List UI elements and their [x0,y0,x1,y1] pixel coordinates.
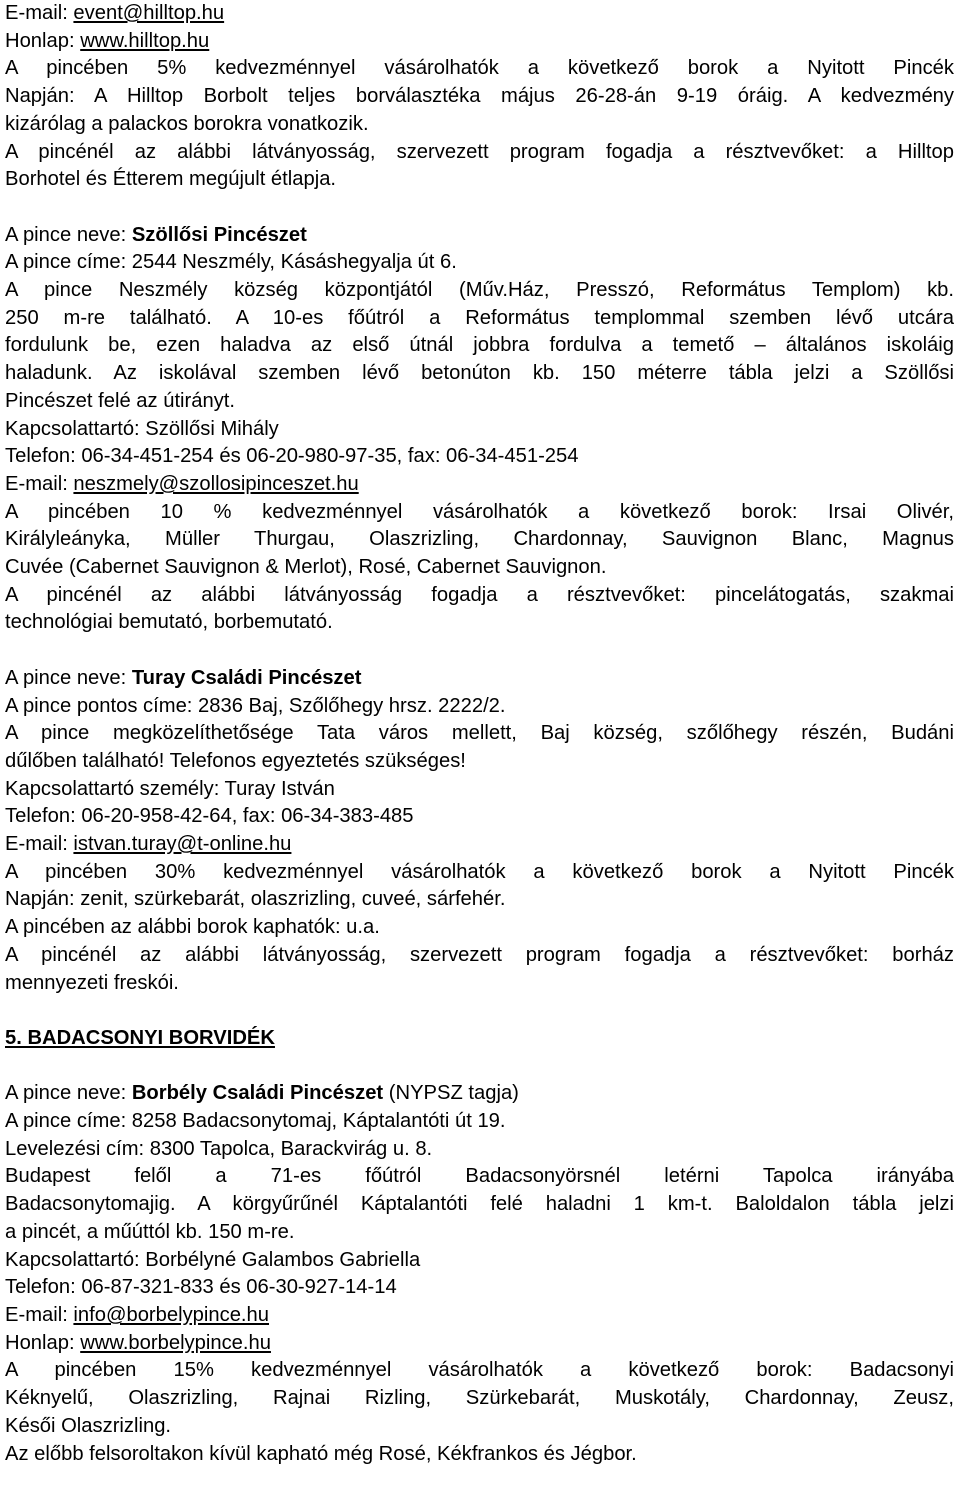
borbely-name: Borbély Családi Pincészet [131,1082,384,1105]
section-heading: 5. BADACSONYI BORVIDÉK [5,1026,275,1049]
borbely-phone: Telefon: 06-87-321-833 és 06-30-927-14-14 [5,1276,397,1299]
borbely-section [5,1080,954,1468]
turay-program-line-1: A pincénél az alábbi látványosság, szervezett program fogadja a résztvevőket: borház [5,943,954,966]
borbely-postal: Levelezési cím: 8300 Tapolca, Barackvirág u. 8. [5,1137,433,1160]
borbely-extra: Az előbb felsoroltakon kívül kapható még Rosé, Kékfrankos és Jégbor. [5,1442,637,1465]
turay-discount-line-1: A pincében 30% kedvezménnyel vásárolhatók a következő borok a Nyitott Pincék [5,860,954,883]
szollosi-discount-line-1: A pincében 10 % kedvezménnyel vásárolhatók a következő borok: Irsai Olivér, [5,500,954,523]
szollosi-name-line: A pince neve: Szöllősi Pincészet [5,223,307,246]
hilltop-program-line-1: A pincénél az alábbi látványosság, szervezett program fogadja a résztvevőket: a Hilltop [5,140,954,163]
borbely-directions-line-3: a pincét, a műúttól kb. 150 m-re. [5,1220,295,1243]
hilltop-email-link[interactable]: event@hilltop.hu [73,2,225,24]
szollosi-discount-line-3: Cuvée (Cabernet Sauvignon & Merlot), Rosé, Cabernet Sauvignon. [5,556,607,579]
szollosi-directions-line-4: haladunk. Az iskolával szemben lévő betonúton kb. 150 méterre tábla jelzi a Szöllősi [5,362,954,385]
szollosi-email-line: E-mail: neszmely@szollosipinceszet.hu [5,472,359,495]
borbely-web-link[interactable]: www.borbelypince.hu [80,1331,271,1354]
szollosi-section [5,222,954,638]
szollosi-program-line-1: A pincénél az alábbi látványosság fogadja a résztvevőket: pincelátogatás, szakmai [5,583,954,606]
hilltop-web-link[interactable]: www.hilltop.hu [80,29,210,52]
szollosi-directions-line-3: fordulunk be, ezen haladva az első útnál jobbra fordulva a temető – általános iskoláig [5,334,954,357]
borbely-name-line: A pince neve: Borbély Családi Pincészet (NYPSZ tagja) [5,1082,519,1105]
szollosi-email-link[interactable]: neszmely@szollosipinceszet.hu [73,472,359,495]
hilltop-discount-line-2: Napján: A Hilltop Borbolt teljes borválasztéka május 26-28-án 9-19 óráig. A kedvezmény [5,85,954,108]
szollosi-program-line-2: technológiai bemutató, borbemutató. [5,611,333,634]
szollosi-directions-line-2: 250 m-re található. A 10-es főútról a Református templommal szemben lévő utcára [5,306,954,329]
hilltop-email-line: E-mail: event@hilltop.hu [5,2,225,24]
spacer [5,194,954,222]
turay-discount-line-2: Napján: zenit, szürkebarát, olaszrizling, cuveé, sárfehér. [5,888,506,911]
borbely-directions-line-2: Badacsonytomajig. A körgyűrűnél Káptalantóti felé haladni 1 km-t. Baloldalon tábla jelzi [5,1193,954,1216]
szollosi-directions-line-1: A pince Neszmély község központjától (Műv.Ház, Presszó, Református Templom) kb. [5,279,954,302]
turay-contact: Kapcsolattartó személy: Turay István [5,777,335,800]
borbely-discount-line-2: Kéknyelű, Olaszrizling, Rajnai Rizling, Szürkebarát, Muskotály, Chardonnay, Zeusz, [5,1387,954,1410]
borbely-directions-line-1: Budapest felől a 71-es főútról Badacsonyörsnél letérni Tapolca irányába [5,1165,954,1188]
hilltop-web-line: Honlap: www.hilltop.hu [5,29,210,52]
hilltop-program-line-2: Borhotel és Étterem megújult étlapja. [5,168,337,191]
turay-email-link[interactable]: istvan.turay@t-online.hu [73,833,292,856]
spacer [5,637,954,665]
spacer [5,997,954,1025]
turay-address: A pince pontos címe: 2836 Baj, Szőlőhegy hrsz. 2222/2. [5,694,506,717]
hilltop-discount-line-3: kizárólag a palackos borokra vonatkozik. [5,112,369,135]
turay-phone: Telefon: 06-20-958-42-64, fax: 06-34-383-485 [5,805,414,828]
szollosi-directions-line-5: Pincészet felé az útirányt. [5,389,236,412]
borbely-email-link[interactable]: info@borbelypince.hu [73,1303,269,1326]
borbely-email-line: E-mail: info@borbelypince.hu [5,1303,269,1326]
turay-access-line-1: A pince megközelíthetősége Tata város mellett, Baj község, szőlőhegy részén, Budáni [5,722,954,745]
borbely-web-line: Honlap: www.borbelypince.hu [5,1331,271,1354]
szollosi-name: Szöllősi Pincészet [131,223,307,246]
turay-email-line: E-mail: istvan.turay@t-online.hu [5,833,292,856]
hilltop-section [5,0,954,194]
borbely-contact: Kapcsolattartó: Borbélyné Galambos Gabriella [5,1248,421,1271]
hilltop-discount-line-1: A pincében 5% kedvezménnyel vásárolhatók a következő borok a Nyitott Pincék [5,57,954,80]
szollosi-phone: Telefon: 06-34-451-254 és 06-20-980-97-35, fax: 06-34-451-254 [5,445,579,468]
borbely-discount-line-1: A pincében 15% kedvezménnyel vásárolhatók a következő borok: Badacsonyi [5,1359,954,1382]
borbely-address: A pince címe: 8258 Badacsonytomaj, Káptalantóti út 19. [5,1110,506,1133]
turay-access-line-2: dűlőben található! Telefonos egyeztetés szükséges! [5,749,466,772]
turay-name-line: A pince neve: Turay Családi Pincészet [5,666,362,689]
turay-available: A pincében az alábbi borok kaphatók: u.a. [5,916,380,939]
spacer [5,1053,954,1081]
szollosi-contact: Kapcsolattartó: Szöllősi Mihály [5,417,279,440]
turay-section [5,665,954,997]
szollosi-discount-line-2: Királyleányka, Müller Thurgau, Olaszrizling, Chardonnay, Sauvignon Blanc, Magnus [5,528,954,551]
szollosi-address: A pince címe: 2544 Neszmély, Kásáshegyalja út 6. [5,251,457,274]
borbely-discount-line-3: Késői Olaszrizling. [5,1414,172,1437]
turay-name: Turay Családi Pincészet [131,666,362,689]
turay-program-line-2: mennyezeti freskói. [5,971,179,994]
